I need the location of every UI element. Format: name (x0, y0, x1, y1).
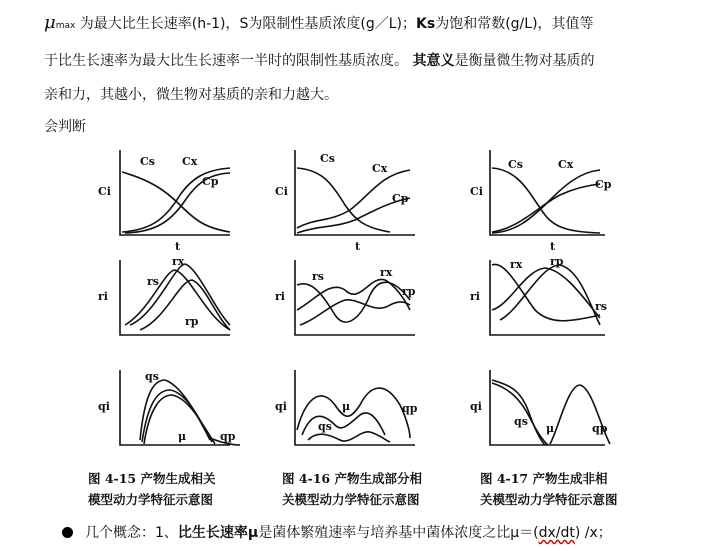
cx-label-3: Cx (558, 158, 574, 171)
cs-label-3: Cs (508, 158, 523, 171)
y-label-qi-3: qi (470, 400, 482, 413)
y-label-ri-3: ri (470, 290, 480, 303)
bottom-prefix: 几个概念：1、 (85, 525, 178, 541)
x-label-t-2: t (355, 240, 361, 253)
caption-4-15 (88, 468, 216, 510)
qs-label-3: qs (514, 415, 528, 428)
line-1-text: 为最大比生长速率(h-1)，S为限制性基质浓度(g／L)； (75, 16, 417, 32)
caption-4-16-line2: 关模型动力学特征示意图 (282, 492, 420, 507)
line-2-bold: 其意义 (412, 53, 455, 69)
rx-label: rx (172, 255, 185, 268)
kinetics-figure (80, 140, 660, 465)
caption-4-16-line1: 图 4-16 产物生成部分相 (282, 471, 422, 486)
rp-label-2: rp (402, 285, 416, 298)
line-2 (44, 50, 594, 70)
line-2-text: 于比生长速率为最大比生长速率一半时的限制性基质浓度。 (44, 53, 413, 69)
mu-subscript: max (55, 21, 76, 31)
y-label-ri-2: ri (275, 290, 285, 303)
y-label-ci: Ci (98, 185, 111, 198)
rx-label-3: rx (510, 258, 523, 271)
caption-4-15-line1: 图 4-15 产物生成相关 (88, 471, 216, 486)
cp-label-3: Cp (595, 178, 612, 191)
cx-label-2: Cx (372, 162, 388, 175)
x-label-t: t (175, 240, 181, 253)
line-1 (44, 12, 594, 33)
rs-label-3: rs (595, 300, 607, 313)
cs-label: Cs (140, 155, 155, 168)
x-label-t-3: t (550, 240, 556, 253)
bottom-wavy: dx/dt (538, 525, 575, 541)
rp-label-3: rp (550, 255, 564, 268)
qs-label-2: qs (318, 420, 332, 433)
bottom-middle: 是菌体繁殖速率与培养基中菌体浓度之比μ＝( (258, 525, 539, 541)
line-4: 会判断 (44, 119, 86, 135)
caption-4-17-line2: 关模型动力学特征示意图 (480, 492, 618, 507)
line-1-text-2: 为饱和常数(g/L)，其值等 (435, 16, 594, 32)
y-label-qi: qi (98, 400, 110, 413)
bullet-icon (62, 527, 73, 538)
qs-label: qs (145, 370, 159, 383)
rs-label: rs (147, 275, 159, 288)
mu-label: μ (178, 430, 187, 443)
cx-label: Cx (182, 155, 198, 168)
mu-label-3: μ (546, 422, 555, 435)
bottom-bold: 比生长速率μ (177, 525, 259, 541)
cs-label-2: Cs (320, 152, 335, 165)
line-3: 亲和力，其越小，微生物对基质的亲和力越大。 (44, 87, 338, 103)
caption-4-15-line2: 模型动力学特征示意图 (88, 492, 214, 507)
y-label-qi-2: qi (275, 400, 287, 413)
ks-label: Ks (416, 16, 436, 32)
y-label-ci-2: Ci (275, 185, 288, 198)
cp-label: Cp (202, 175, 219, 188)
qp-label-2: qp (402, 402, 418, 415)
mu-symbol: μ (44, 12, 56, 33)
y-label-ri: ri (98, 290, 108, 303)
rs-label-2: rs (312, 270, 324, 283)
line-2-rest: 是衡量微生物对基质的 (454, 53, 595, 69)
qp-label-3: qp (592, 422, 608, 435)
caption-4-17 (480, 468, 618, 510)
bottom-suffix: ) /x； (574, 525, 612, 541)
cp-label-2: Cp (392, 192, 409, 205)
rp-label: rp (185, 315, 199, 328)
caption-4-17-line1: 图 4-17 产物生成非相 (480, 471, 608, 486)
qp-label: qp (220, 430, 236, 443)
bottom-bullet-line (62, 522, 612, 542)
mu-label-2: μ (342, 400, 351, 413)
y-label-ci-3: Ci (470, 185, 483, 198)
caption-4-16 (282, 468, 422, 510)
rx-label-2: rx (380, 266, 393, 279)
